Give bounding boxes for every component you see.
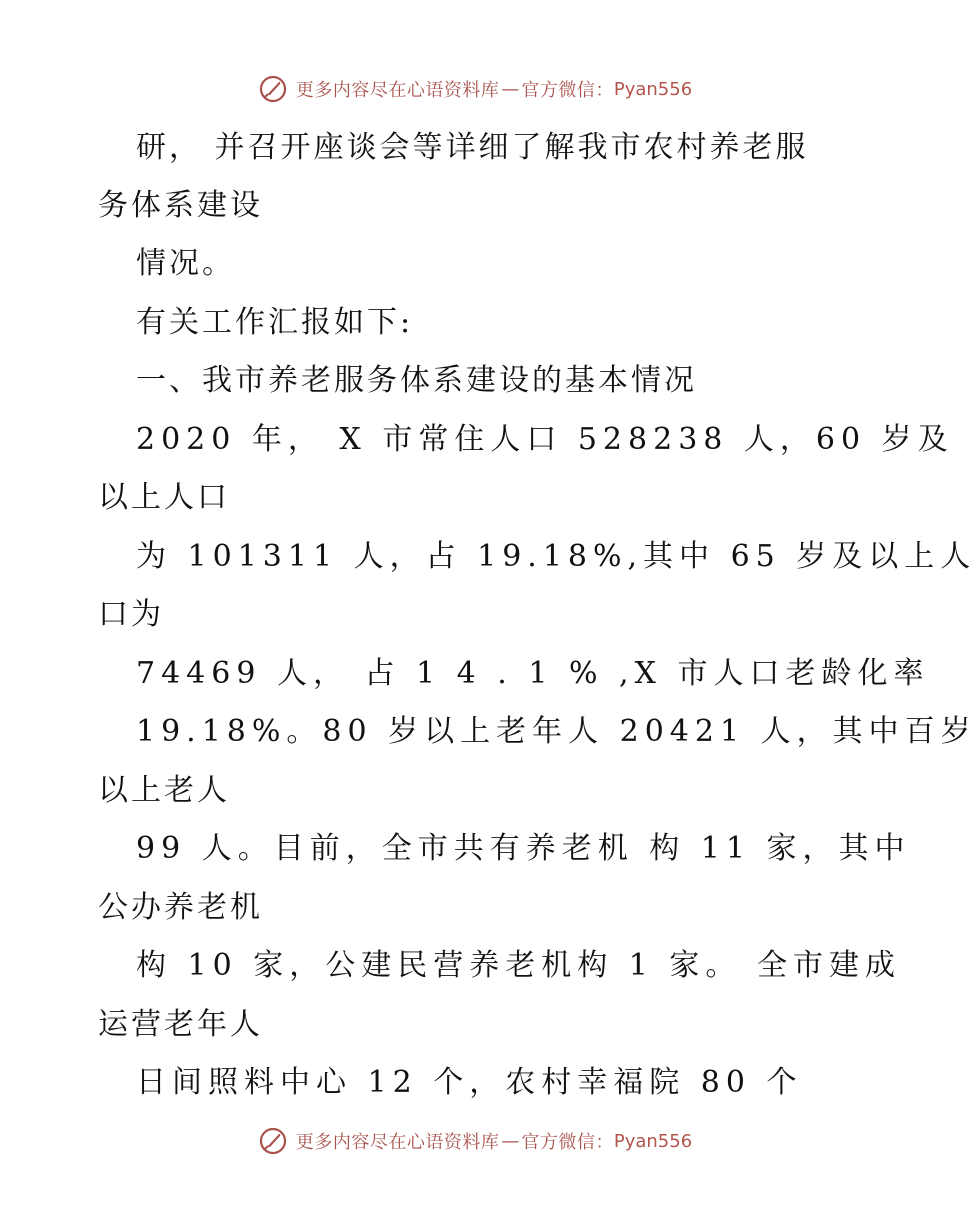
watermark-text: 更多内容尽在心语资料库 [295,1132,500,1153]
body-line: 以上人口 [98,480,230,515]
body-line: 日间照料中心 12 个，农村幸福院 80 个 [136,1065,803,1100]
body-line: 构 10 家，公建民营养老机构 1 家。 全市建成 [136,948,901,983]
watermark-official-label: 官方微信： [521,1132,614,1153]
header-watermark [0,72,950,106]
body-line: 口为 [98,597,164,632]
body-line: 情况。 [136,246,235,281]
watermark-wechat-id: Pyan556 [613,78,693,100]
body-line: 有关工作汇报如下: [136,305,414,340]
body-line: 19.18%。80 岁以上老年人 20421 人，其中百岁 [136,714,977,749]
body-line: 2020 年， X 市常住人口 528238 人，60 岁及 [136,422,954,457]
body-line: 99 人。目前，全市共有养老机 构 11 家，其中 [136,831,911,866]
footer-watermark [0,1124,950,1158]
watermark-separator: — [501,1130,520,1152]
quill-logo-icon [258,74,288,104]
body-line: 74469 人， 占 1 4 . 1 % ,X 市人口老龄化率 [136,656,930,691]
watermark-wechat-id: Pyan556 [613,1130,693,1152]
watermark-official-label: 官方微信： [521,80,614,101]
watermark-text: 更多内容尽在心语资料库 [295,80,500,101]
body-line: 公办养老机 [98,890,263,925]
body-line: 运营老年人 [98,1007,263,1042]
body-line: 研， 并召开座谈会等详细了解我市农村养老服 [136,130,809,165]
body-line: 务体系建设 [98,188,263,223]
body-line: 为 101311 人，占 19.18%,其中 65 岁及以上人 [136,539,977,574]
section-heading: 一、我市养老服务体系建设的基本情况 [136,363,697,398]
watermark-separator: — [501,78,520,100]
body-line: 以上老人 [98,773,230,808]
quill-logo-icon [258,1126,288,1156]
